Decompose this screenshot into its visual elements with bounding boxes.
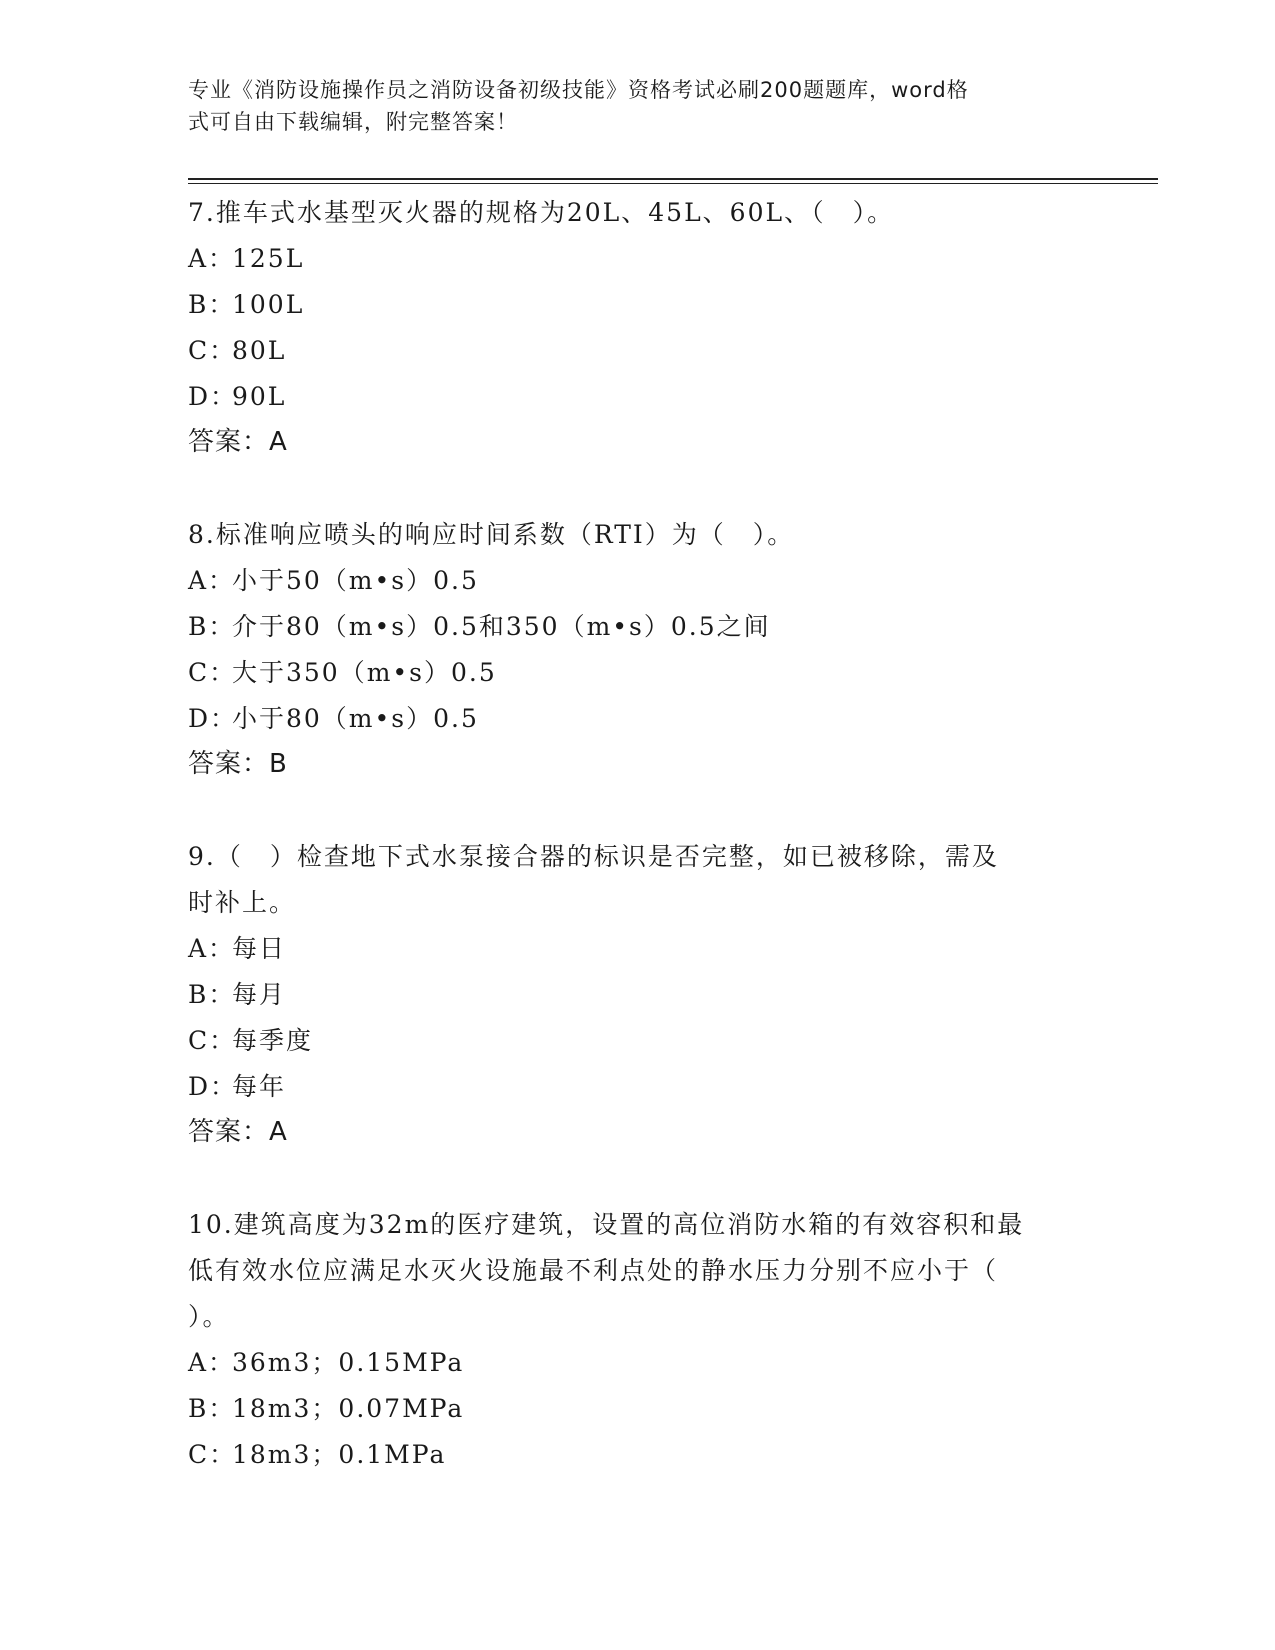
answer-line bbox=[188, 420, 1088, 464]
option-letter: A： bbox=[188, 244, 236, 273]
option-text: 小于50（m•s）0.5 bbox=[232, 566, 479, 595]
option-text: 18m3；0.1MPa bbox=[232, 1440, 447, 1469]
option-letter: B： bbox=[188, 980, 236, 1009]
question-item bbox=[188, 1202, 1088, 1478]
option-text: 80L bbox=[232, 336, 287, 365]
option-text: 36m3；0.15MPa bbox=[232, 1348, 465, 1377]
option-letter: A： bbox=[188, 1348, 236, 1377]
answer-option bbox=[188, 558, 1088, 604]
option-text: 100L bbox=[232, 290, 305, 319]
answer-option bbox=[188, 604, 1088, 650]
answer-option bbox=[188, 926, 1088, 972]
option-letter: D： bbox=[188, 382, 238, 411]
header-line-2: 式可自由下载编辑，附完整答案！ bbox=[188, 110, 518, 134]
option-letter: A： bbox=[188, 566, 236, 595]
answer-option bbox=[188, 1340, 1088, 1386]
option-text: 介于80（m•s）0.5和350（m•s）0.5之间 bbox=[232, 612, 771, 641]
option-text: 每季度 bbox=[232, 1026, 314, 1055]
answer-value: B bbox=[269, 749, 288, 779]
answer-option bbox=[188, 236, 1088, 282]
option-letter: C： bbox=[188, 1440, 237, 1469]
answer-option bbox=[188, 1386, 1088, 1432]
question-stem-line: 7.推车式水基型灭火器的规格为20L、45L、60L、（ ）。 bbox=[188, 198, 895, 227]
question-item bbox=[188, 512, 1088, 786]
answer-option bbox=[188, 1432, 1088, 1478]
answer-option bbox=[188, 282, 1088, 328]
document-header bbox=[188, 74, 1068, 138]
answer-option bbox=[188, 1064, 1088, 1110]
answer-option bbox=[188, 650, 1088, 696]
answer-value: A bbox=[269, 1117, 288, 1147]
header-divider-thin bbox=[188, 183, 1158, 184]
answer-value: A bbox=[269, 427, 288, 457]
option-letter: D： bbox=[188, 704, 238, 733]
option-text: 小于80（m•s）0.5 bbox=[232, 704, 479, 733]
option-letter: D： bbox=[188, 1072, 238, 1101]
option-text: 每日 bbox=[232, 934, 287, 963]
answer-label: 答案： bbox=[188, 749, 270, 779]
question-item bbox=[188, 190, 1088, 464]
option-letter: B： bbox=[188, 612, 236, 641]
answer-option bbox=[188, 1018, 1088, 1064]
question-stem-line: 8.标准响应喷头的响应时间系数（RTI）为（ ）。 bbox=[188, 520, 795, 549]
question-item bbox=[188, 834, 1088, 1154]
option-text: 18m3；0.07MPa bbox=[232, 1394, 465, 1423]
option-letter: B： bbox=[188, 1394, 236, 1423]
answer-label: 答案： bbox=[188, 427, 270, 457]
option-text: 90L bbox=[232, 382, 287, 411]
answer-option bbox=[188, 696, 1088, 742]
option-letter: C： bbox=[188, 336, 237, 365]
header-divider bbox=[188, 178, 1158, 180]
answer-label: 答案： bbox=[188, 1117, 270, 1147]
question-stem-line: ）。 bbox=[188, 1302, 230, 1331]
option-letter: B： bbox=[188, 290, 236, 319]
option-letter: C： bbox=[188, 658, 237, 687]
answer-line bbox=[188, 1110, 1088, 1154]
option-text: 每年 bbox=[232, 1072, 287, 1101]
question-stem-line: 9.（ ）检查地下式水泵接合器的标识是否完整，如已被移除，需及 bbox=[188, 842, 999, 871]
answer-line bbox=[188, 742, 1088, 786]
answer-option bbox=[188, 328, 1088, 374]
question-stem-line: 10.建筑高度为32m的医疗建筑，设置的高位消防水箱的有效容积和最 bbox=[188, 1210, 1025, 1239]
option-text: 125L bbox=[232, 244, 305, 273]
option-letter: C： bbox=[188, 1026, 237, 1055]
question-list bbox=[188, 190, 1088, 1526]
question-stem-line: 低有效水位应满足水灭火设施最不利点处的静水压力分别不应小于（ bbox=[188, 1256, 999, 1285]
option-text: 大于350（m•s）0.5 bbox=[232, 658, 497, 687]
option-letter: A： bbox=[188, 934, 236, 963]
answer-option bbox=[188, 972, 1088, 1018]
answer-option bbox=[188, 374, 1088, 420]
header-line-1: 专业《消防设施操作员之消防设备初级技能》资格考试必刷200题题库，word格 bbox=[188, 78, 969, 102]
option-text: 每月 bbox=[232, 980, 287, 1009]
question-stem-line: 时补上。 bbox=[188, 888, 297, 917]
